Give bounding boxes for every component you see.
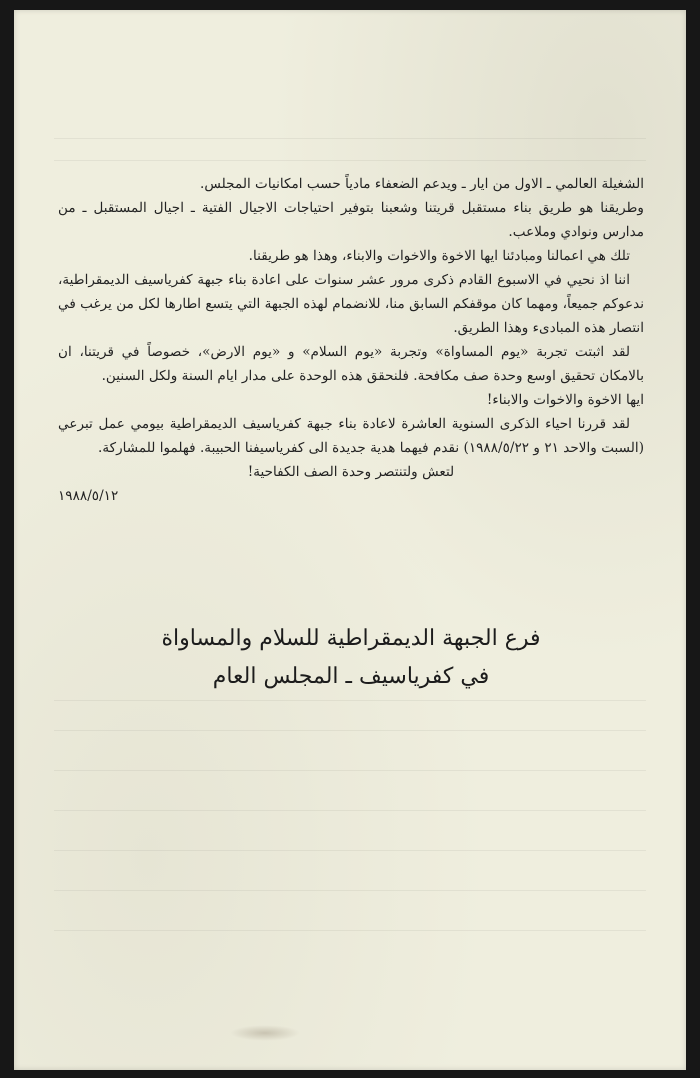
paragraph-6: ايها الاخوة والاخوات والابناء! (486, 392, 644, 408)
bleed-through-line (54, 850, 646, 851)
signature-line-1: فرع الجبهة الديمقراطية للسلام والمساواة (161, 626, 541, 651)
bleed-through-line (54, 770, 646, 771)
paragraph-2: وطريقنا هو طريق بناء مستقبل قريتنا وشعبنا بتوفير احتياجات الاجيال الفتية ـ اجيال المستقبل ـ من مدارس ونوادي وملاعب. (58, 200, 644, 240)
bleed-through-line (54, 700, 646, 701)
signature-line-2: في كفرياسيف ـ المجلس العام (212, 664, 490, 689)
closing-slogan: لتعش ولتنتصر وحدة الصف الكفاحية! (247, 464, 455, 480)
letter-body (58, 172, 644, 508)
paragraph-1: الشغيلة العالمي ـ الاول من ايار ـ ويدعم الضعفاء مادياً حسب امكانيات المجلس. (200, 176, 644, 192)
bleed-through-line (54, 730, 646, 731)
bleed-through-line (54, 160, 646, 161)
bleed-through-line (54, 890, 646, 891)
paragraph-7: لقد قررنا احياء الذكرى السنوية العاشرة لاعادة بناء جبهة كفرياسيف الديمقراطية بيومي عمل تبرعي (السبت والاحد ٢١ و ١٩٨٨/٥/٢٢) نقدم فيهما هدية جديدة الى كفرياسيفنا الحبيبة. فهلموا للمشاركة. (58, 416, 644, 456)
paragraph-4: اننا اذ نحيي في الاسبوع القادم ذكرى مرور عشر سنوات على اعادة بناء جبهة كفرياسيف الديمقراطية، ندعوكم جميعاً، ومهما كان موقفكم السابق منا، للانضمام لهذه الجبهة التي يتسع اطارها لكل من يرغب في انتصار هذه المبادىء وهذا الطريق. (58, 272, 644, 336)
paper-smudge (230, 1025, 300, 1041)
signature-block (58, 620, 644, 696)
paragraph-3: تلك هي اعمالنا ومبادئنا ايها الاخوة والاخوات والابناء، وهذا هو طريقنا. (248, 248, 630, 264)
paragraph-5: لقد اثبتت تجربة «يوم المساواة» وتجربة «يوم السلام» و «يوم الارض»، خصوصاً في قريتنا، ان بالامكان تحقيق اوسع وحدة صف مكافحة. فلنحقق هذه الوحدة على مدار ايام السنة ولكل السنين. (58, 344, 644, 384)
bleed-through-line (54, 810, 646, 811)
bleed-through-line (54, 930, 646, 931)
document-date: ١٩٨٨/٥/١٢ (58, 488, 119, 504)
paper-sheet (14, 10, 686, 1070)
bleed-through-line (54, 138, 646, 139)
